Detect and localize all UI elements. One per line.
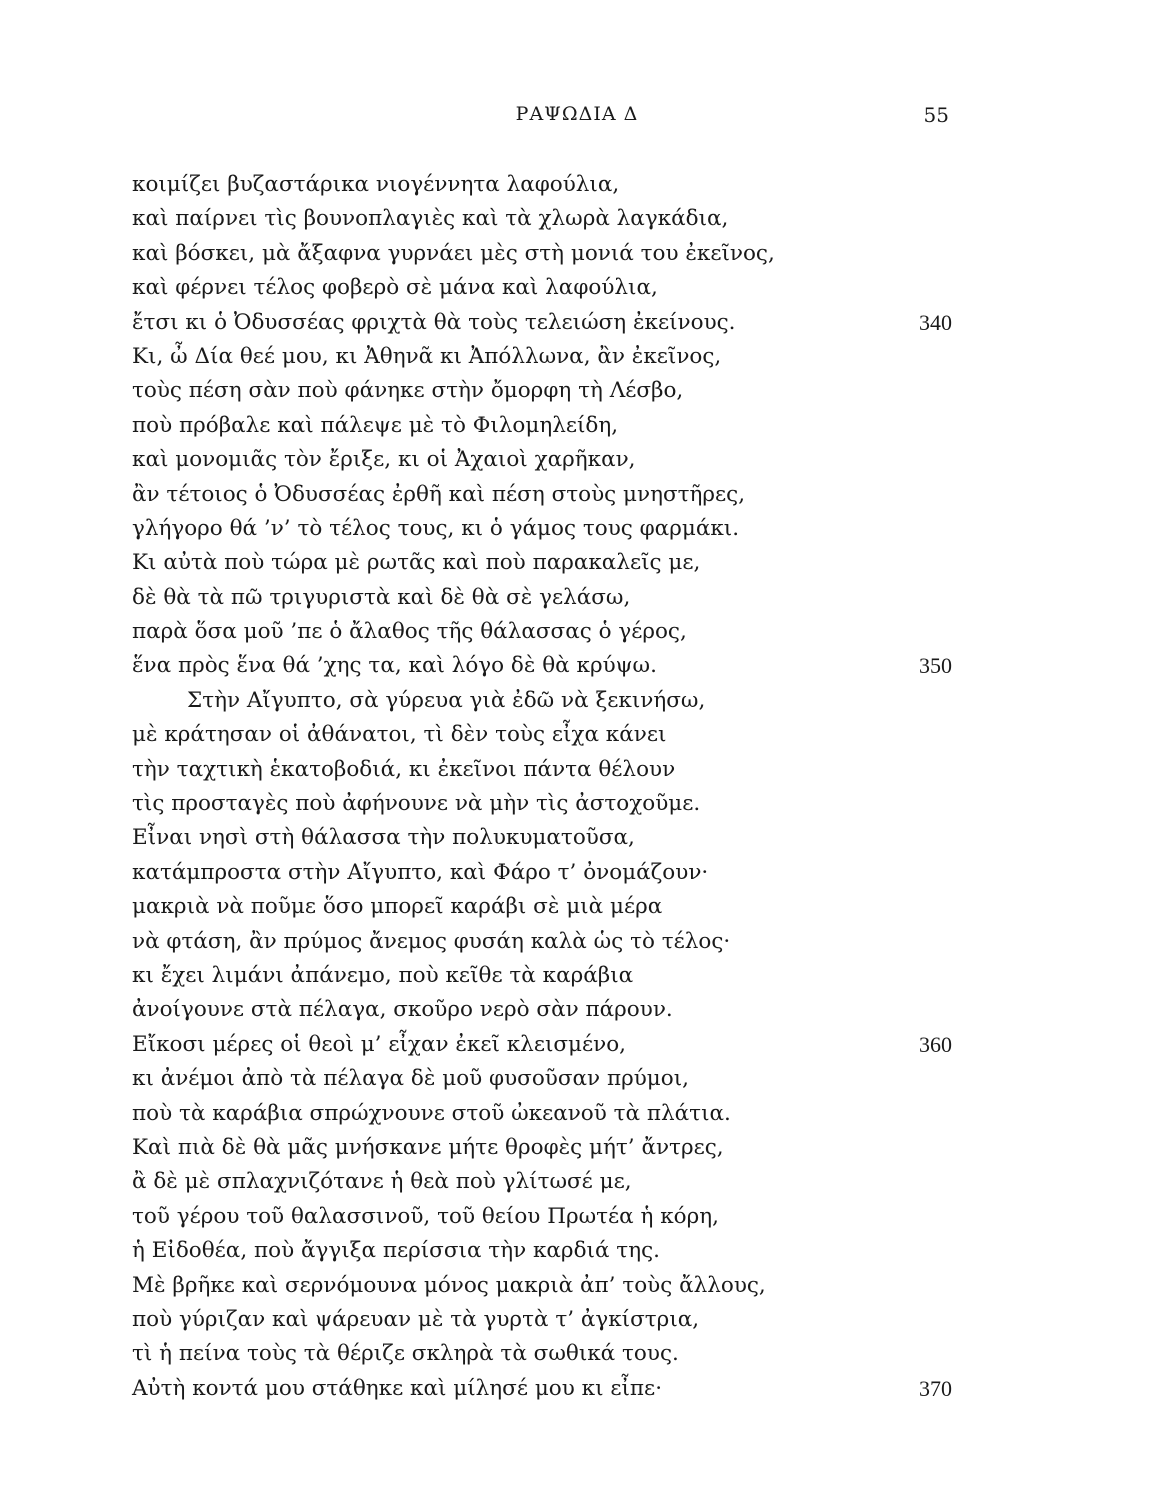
verse-text: ποὺ γύριζαν καὶ ψάρευαν μὲ τὰ γυρτὰ τ’ ἀγκίστρια,	[132, 1306, 700, 1332]
verse-text: μακριὰ νὰ ποῦμε ὅσο μπορεῖ καράβι σὲ μιὰ μέρα	[132, 894, 663, 920]
verse-line	[132, 1200, 952, 1234]
verse-text: καὶ μονομιᾶς τὸν ἔριξε, κι οἱ Ἀχαιοὶ χαρῆκαν,	[132, 447, 636, 473]
running-title: ΡΑΨΩΔΙΑ Δ	[515, 103, 639, 125]
verse-text: Κι αὐτὰ ποὺ τώρα μὲ ρωτᾶς καὶ ποὺ παρακαλεῖς με,	[132, 550, 701, 576]
verse-text: Εἴκοσι μέρες οἱ θεοὶ μ’ εἶχαν ἐκεῖ κλεισμένο,	[132, 1031, 627, 1057]
verse-text: τὶ ἡ πείνα τοὺς τὰ θέριζε σκληρὰ τὰ σωθικά τους.	[132, 1341, 679, 1367]
verse-text: Κι, ὦ Δία θεέ μου, κι Ἀθηνᾶ κι Ἀπόλλωνα, ἂν ἐκεῖνος,	[132, 343, 722, 369]
verse-line	[132, 1097, 952, 1131]
verse-line	[132, 1303, 952, 1337]
verse-line	[132, 512, 952, 546]
verse-text: ἀνοίγουνε στὰ πέλαγα, σκοῦρο νερὸ σὰν πάρουν.	[132, 997, 673, 1023]
verse-text: κι ἔχει λιμάνι ἀπάνεμο, ποὺ κεῖθε τὰ καράβια	[132, 962, 634, 988]
verse-line	[132, 1062, 952, 1096]
verse-text: ἕνα πρὸς ἕνα θά ’χης τα, καὶ λόγο δὲ θὰ κρύψω.	[132, 653, 657, 679]
verse-line	[132, 856, 952, 890]
verse-text: ποὺ πρόβαλε καὶ πάλεψε μὲ τὸ Φιλομηλείδη,	[132, 412, 619, 438]
verse-line	[132, 581, 952, 615]
line-number: 360	[919, 1031, 952, 1057]
verse-line	[132, 925, 952, 959]
verse-text: τοὺς πέση σὰν ποὺ φάνηκε στὴν ὄμορφη τὴ Λέσβο,	[132, 378, 684, 404]
verse-line	[132, 409, 952, 443]
verse-text: ποὺ τὰ καράβια σπρώχνουνε στοῦ ὠκεανοῦ τὰ πλάτια.	[132, 1100, 731, 1126]
verse-text: Μὲ βρῆκε καὶ σερνόμουνα μόνος μακριὰ ἀπ’ τοὺς ἄλλους,	[132, 1272, 766, 1298]
verse-line	[132, 993, 952, 1027]
verse-text: γλήγορο θά ’ν’ τὸ τέλος τους, κι ὁ γάμος τους φαρμάκι.	[132, 515, 740, 541]
verse-text: καὶ βόσκει, μὰ ἄξαφνα γυρνάει μὲς στὴ μονιά του ἐκεῖνος,	[132, 240, 775, 266]
verse-text: νὰ φτάση, ἂν πρύμος ἄνεμος φυσάη καλὰ ὡς τὸ τέλος·	[132, 928, 731, 954]
verse-text: Στὴν Αἴγυπτο, σὰ γύρευα γιὰ ἐδῶ νὰ ξεκινήσω,	[187, 687, 706, 713]
line-number: 350	[919, 653, 952, 679]
verse-text: Καὶ πιὰ δὲ θὰ μᾶς μνήσκανε μήτε θροφὲς μήτ’ ἄντρες,	[132, 1134, 724, 1160]
verse-line	[132, 1337, 952, 1371]
verse-line	[132, 202, 952, 236]
page-number: 55	[923, 103, 949, 127]
verse-text: Αὐτὴ κοντά μου στάθηκε καὶ μίλησέ μου κι εἶπε·	[132, 1375, 663, 1401]
verse-line	[132, 615, 952, 649]
line-number: 340	[919, 309, 952, 335]
verse-text: καὶ φέρνει τέλος φοβερὸ σὲ μάνα καὶ λαφούλια,	[132, 275, 658, 301]
verse-line	[132, 1372, 952, 1406]
verse-text: κατάμπροστα στὴν Αἴγυπτο, καὶ Φάρο τ’ ὀνομάζουν·	[132, 859, 709, 885]
verse-line	[132, 787, 952, 821]
page-header	[0, 103, 1154, 133]
verse-text: τὴν ταχτικὴ ἑκατοβοδιά, κι ἐκεῖνοι πάντα θέλουν	[132, 756, 676, 782]
verse-text: ἂ δὲ μὲ σπλαχνιζότανε ἡ θεὰ ποὺ γλίτωσέ με,	[132, 1169, 632, 1195]
line-number: 370	[919, 1375, 952, 1401]
verse-text: ἡ Εἰδοθέα, ποὺ ἄγγιξα περίσσια τὴν καρδιά της.	[132, 1238, 660, 1264]
verse-line	[132, 1131, 952, 1165]
verse-line	[132, 306, 952, 340]
verse-line	[132, 718, 952, 752]
poem-text-block	[132, 168, 952, 1406]
verse-text: ἔτσι κι ὁ Ὀδυσσέας φριχτὰ θὰ τοὺς τελειώση ἐκείνους.	[132, 309, 736, 335]
verse-line	[132, 478, 952, 512]
verse-line	[132, 168, 952, 202]
verse-text: δὲ θὰ τὰ πῶ τριγυριστὰ καὶ δὲ θὰ σὲ γελάσω,	[132, 584, 631, 610]
verse-text: κι ἀνέμοι ἀπὸ τὰ πέλαγα δὲ μοῦ φυσοῦσαν πρύμοι,	[132, 1066, 689, 1092]
verse-line	[132, 271, 952, 305]
verse-text: ἂν τέτοιος ὁ Ὀδυσσέας ἐρθῆ καὶ πέση στοὺς μνηστῆρες,	[132, 481, 746, 507]
verse-text: Εἶναι νησὶ στὴ θάλασσα τὴν πολυκυματοῦσα,	[132, 825, 635, 851]
verse-line	[132, 237, 952, 271]
verse-line	[132, 1165, 952, 1199]
verse-line	[132, 1028, 952, 1062]
verse-line	[132, 684, 952, 718]
verse-line	[132, 753, 952, 787]
verse-line	[132, 890, 952, 924]
verse-line	[132, 443, 952, 477]
verse-line	[132, 821, 952, 855]
verse-text: τὶς προσταγὲς ποὺ ἀφήνουνε νὰ μὴν τὶς ἀστοχοῦμε.	[132, 791, 701, 817]
verse-line	[132, 374, 952, 408]
verse-line	[132, 340, 952, 374]
verse-text: κοιμίζει βυζαστάρικα νιογέννητα λαφούλια,	[132, 172, 620, 197]
verse-text: παρὰ ὅσα μοῦ ’πε ὁ ἄλαθος τῆς θάλασσας ὁ γέρος,	[132, 619, 687, 645]
verse-text: καὶ παίρνει τὶς βουνοπλαγιὲς καὶ τὰ χλωρὰ λαγκάδια,	[132, 206, 729, 232]
verse-text: μὲ κράτησαν οἱ ἀθάνατοι, τὶ δὲν τοὺς εἶχα κάνει	[132, 722, 667, 748]
verse-line	[132, 546, 952, 580]
verse-line	[132, 1269, 952, 1303]
verse-line	[132, 649, 952, 683]
verse-line	[132, 959, 952, 993]
verse-text: τοῦ γέρου τοῦ θαλασσινοῦ, τοῦ θείου Πρωτέα ἡ κόρη,	[132, 1203, 719, 1229]
verse-line	[132, 1234, 952, 1268]
